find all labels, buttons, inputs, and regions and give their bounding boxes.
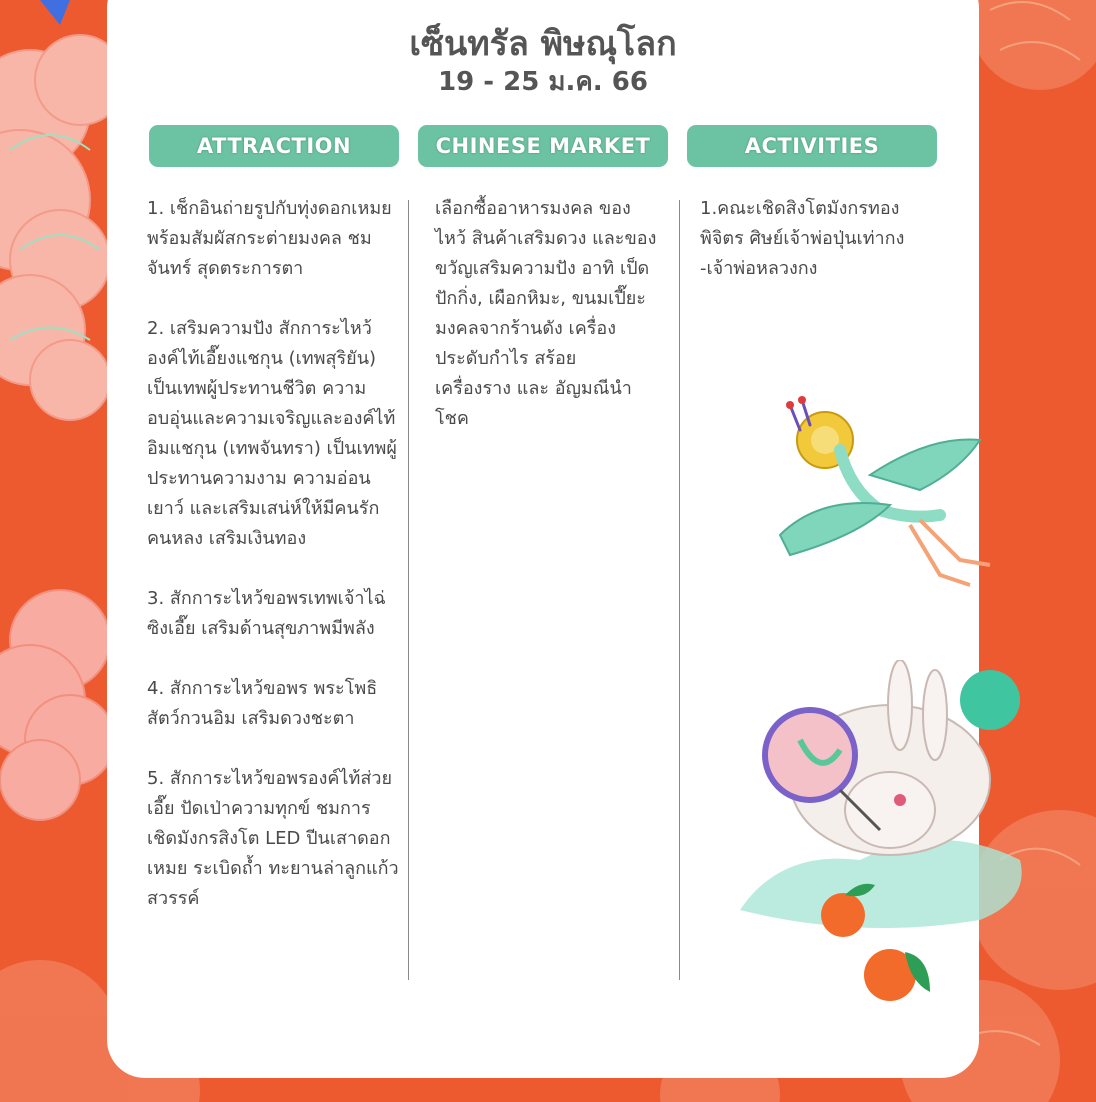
chinese-market-column <box>435 194 657 434</box>
attraction-column <box>147 194 399 914</box>
column-divider <box>679 200 680 980</box>
attraction-header: ATTRACTION <box>149 125 399 167</box>
activities-column <box>700 194 940 284</box>
attraction-item: 3. สักการะไหว้ขอพรเทพเจ้าไฉ่ซิงเอี๊ย เสริมด้านสุขภาพมีพลัง <box>147 588 386 639</box>
crane-art <box>770 395 1010 595</box>
market-item: เลือกซื้ออาหารมงคล ของไหว้ สินค้าเสริมดวง และของขวัญเสริมความปัง อาทิ เป็ดปักกิ่ง, เผือกหิมะ, ขนมเปี๊ยะมงคลจากร้านดัง เครื่องประดับกำไร สร้อย เครื่องราง และ อัญมณีนำโชค <box>435 198 657 429</box>
attraction-item: 2. เสริมความปัง สักการะไหว้ องค์ไท้เอี๊ยงแชกุน (เทพสุริยัน) เป็นเทพผู้ประทานชีวิต ความอบอุ่นและความเจริญและองค์ไท้อิมแชกุน (เทพจันทรา) เป็นเทพผู้ประทานความงาม ความอ่อนเยาว์ และเสริมเสน่ห์ให้มีคนรักคนหลง เสริมเงินทอง <box>147 318 397 549</box>
activity-item: 1.คณะเชิดสิงโตมังกรทอง พิจิตร ศิษย์เจ้าพ่อปุ่นเท่ากง -เจ้าพ่อหลวงกง <box>700 198 905 279</box>
chinese-market-header: CHINESE MARKET <box>418 125 668 167</box>
attraction-item: 1. เช็กอินถ่ายรูปกับทุ่งดอกเหมย พร้อมสัมผัสกระต่ายมงคล ชมจันทร์ สุดตระการตา <box>147 198 392 279</box>
page-title: เซ็นทรัล พิษณุโลก <box>409 24 677 64</box>
column-divider <box>408 200 409 980</box>
event-dates: 19 - 25 ม.ค. 66 <box>438 67 648 97</box>
attraction-item: 4. สักการะไหว้ขอพร พระโพธิสัตว์กวนอิม เสริมดวงชะตา <box>147 678 378 729</box>
orange-fruit-art <box>815 880 945 1010</box>
activities-header: ACTIVITIES <box>687 125 937 167</box>
attraction-item: 5. สักการะไหว้ขอพรองค์ไท้ส่วยเอี๊ย ปัดเป่าความทุกข์ ชมการเชิดมังกรสิงโต LED ปีนเสาดอกเหมย ระเบิดถ้ำ ทะยานล่าลูกแก้วสวรรค์ <box>147 768 399 909</box>
